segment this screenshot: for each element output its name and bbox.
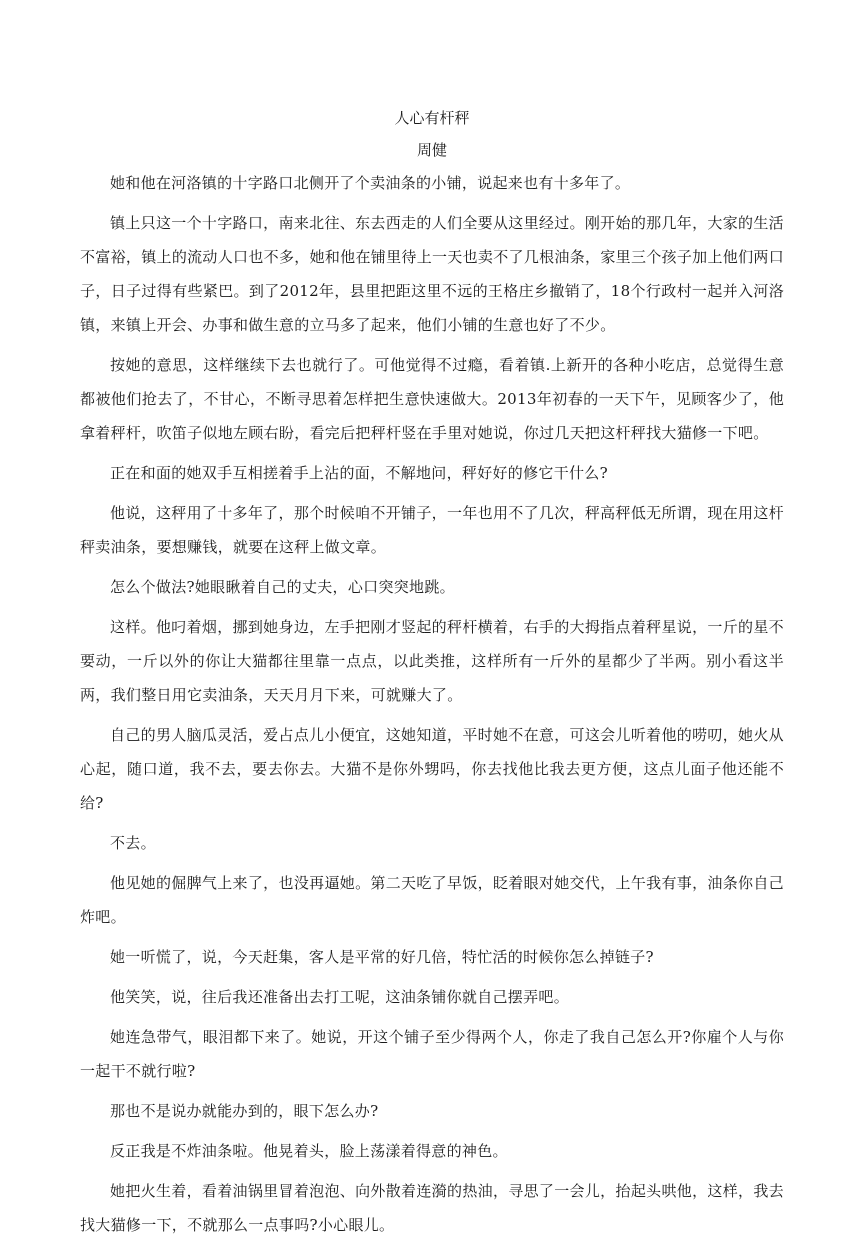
paragraph: 镇上只这一个十字路口，南来北往、东去西走的人们全要从这里经过。刚开始的那几年，大家的生活不富裕，镇上的流动人口也不多，她和他在铺里待上一天也卖不了几根油条，家里三个孩子加上他们两口子，日子过得有些紧巴。到了2012年，县里把距这里不远的王格庄乡撤销了，18个行政村一起并入河洛镇，来镇上开会、办事和做生意的立马多了起来，他们小铺的生意也好了不少。 [80,214,784,334]
paragraph: 他见她的倔脾气上来了，也没再逼她。第二天吃了早饭，眨着眼对她交代，上午我有事，油条你自己炸吧。 [80,874,784,926]
article-body [80,166,784,1242]
paragraph: 她一听慌了，说，今天赶集，客人是平常的好几倍，特忙活的时候你怎么掉链子? [110,948,654,966]
paragraph: 正在和面的她双手互相搓着手上沾的面，不解地问，秤好好的修它干什么? [110,464,608,482]
paragraph: 不去。 [110,834,156,852]
paragraph: 怎么个做法?她眼瞅着自己的丈夫，心口突突地跳。 [110,578,455,596]
article-author: 周健 [416,141,447,159]
paragraph: 按她的意思，这样继续下去也就行了。可他觉得不过瘾，看着镇.上新开的各种小吃店，总觉得生意都被他们抢去了，不甘心，不断寻思着怎样把生意快速做大。2013年初春的一天下午，见顾客少了，他拿着秤杆，吹笛子似地左顾右盼，看完后把秤杆竖在手里对她说，你过几天把这杆秤找大猫修一下吧。 [80,356,784,442]
paragraph: 反正我是不炸油条啦。他晃着头，脸上荡漾着得意的神色。 [110,1142,508,1160]
paragraph: 她和他在河洛镇的十字路口北侧开了个卖油条的小铺，说起来也有十多年了。 [110,174,631,192]
article-title: 人心有杆秤 [394,109,470,127]
paragraph: 他说，这秤用了十多年了，那个时候咱不开铺子，一年也用不了几次，秤高秤低无所谓，现在用这杆秤卖油条，要想赚钱，就要在这秤上做文章。 [80,504,784,556]
paragraph: 自己的男人脑瓜灵活，爱占点儿小便宜，这她知道，平时她不在意，可这会儿听着他的唠叨，她火从心起，随口道，我不去，要去你去。大猫不是你外甥吗，你去找他比我去更方便，这点儿面子他还能不给? [80,726,784,812]
paragraph: 他笑笑，说，往后我还准备出去打工呢，这油条铺你就自己摆弄吧。 [110,988,570,1006]
paragraph: 她连急带气，眼泪都下来了。她说，开这个铺子至少得两个人，你走了我自己怎么开?你雇个人与你一起干不就行啦? [80,1028,784,1080]
paragraph: 她把火生着，看着油锅里冒着泡泡、向外散着连漪的热油，寻思了一会儿，抬起头哄他，这样，我去找大猫修一下，不就那么一点事吗?小心眼儿。 [80,1182,784,1234]
document-page [80,108,784,1248]
paragraph: 那也不是说办就能办到的，眼下怎么办? [110,1102,379,1120]
paragraph: 这样。他叼着烟，挪到她身边，左手把刚才竖起的秤杆横着，右手的大拇指点着秤星说，一斤的星不要动，一斤以外的你让大猫都往里靠一点点，以此类推，这样所有一斤外的星都少了半两。别小看这半两，我们整日用它卖油条，天天月月下来，可就赚大了。 [80,618,784,704]
